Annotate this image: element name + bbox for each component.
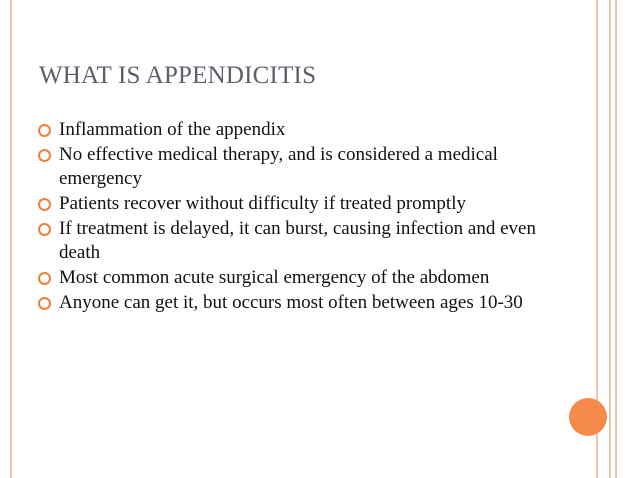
bullet-text: Inflammation of the appendix — [59, 119, 286, 140]
bullet-item — [38, 291, 558, 315]
bullet-circle-icon — [38, 149, 51, 162]
bullet-circle-icon — [38, 198, 51, 211]
bullet-text: No effective medical therapy, and is considered a medical emergency — [59, 144, 498, 189]
bullet-text: Patients recover without difficulty if treated promptly — [59, 193, 466, 214]
bullet-circle-icon — [38, 297, 51, 310]
slide-title: WHAT IS APPENDICITIS — [39, 62, 317, 89]
right-border-rule — [615, 0, 617, 478]
bullet-list — [38, 118, 558, 316]
bullet-item — [38, 118, 558, 142]
bullet-circle-icon — [38, 223, 51, 236]
bullet-item — [38, 266, 558, 290]
orange-circle-icon — [569, 398, 607, 436]
right-border-rule — [609, 0, 611, 478]
left-border-rule — [10, 0, 12, 478]
bullet-text: Most common acute surgical emergency of the abdomen — [59, 267, 490, 288]
bullet-circle-icon — [38, 124, 51, 137]
bullet-text: If treatment is delayed, it can burst, causing infection and even death — [59, 218, 536, 263]
bullet-item — [38, 192, 558, 216]
bullet-circle-icon — [38, 272, 51, 285]
bullet-item — [38, 143, 558, 191]
bullet-item — [38, 217, 558, 265]
bullet-text: Anyone can get it, but occurs most often between ages 10-30 — [59, 292, 523, 313]
